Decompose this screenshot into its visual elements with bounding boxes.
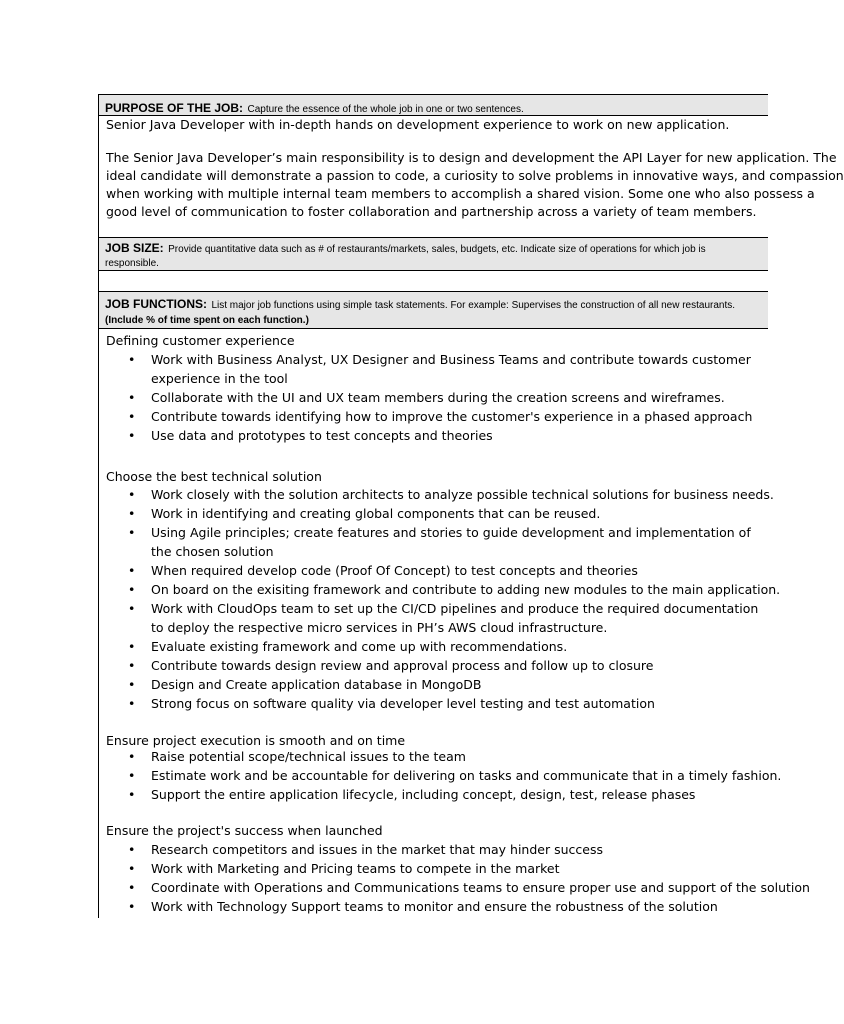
list-item: • Strong focus on software quality via developer level testing and test automation: [128, 694, 780, 713]
job-functions-hint-bold: (Include % of time spent on each function.): [105, 315, 309, 326]
list-item: • Work in identifying and creating global components that can be reused.: [128, 504, 780, 523]
purpose-summary: Senior Java Developer with in-depth hands on development experience to work on new application.: [106, 117, 730, 132]
purpose-paragraph-line: The Senior Java Developer’s main responsibility is to design and development the API Layer for new application. The: [106, 150, 837, 165]
bullet-list: [128, 350, 768, 445]
list-item: • Raise potential scope/technical issues to the team: [128, 747, 781, 766]
purpose-header-band: [99, 95, 768, 115]
job-size-header-band: [99, 238, 768, 270]
section-heading: Choose the best technical solution: [106, 469, 322, 484]
bullet-list: [128, 485, 780, 713]
list-item: • When required develop code (Proof Of Concept) to test concepts and theories: [128, 561, 780, 580]
list-item: • Estimate work and be accountable for delivering on tasks and communicate that in a timely fashion.: [128, 766, 781, 785]
job-functions-label: JOB FUNCTIONS:: [105, 297, 207, 311]
job-size-label: JOB SIZE:: [105, 241, 164, 255]
list-item: • Work closely with the solution architects to analyze possible technical solutions for business needs.: [128, 485, 780, 504]
list-item: • Support the entire application lifecycle, including concept, design, test, release phases: [128, 785, 781, 804]
list-item: • Design and Create application database in MongoDB: [128, 675, 780, 694]
list-item: • Work with Marketing and Pricing teams to compete in the market: [128, 859, 810, 878]
list-item: • Work with Business Analyst, UX Designer and Business Teams and contribute towards customer experience in the tool: [128, 350, 768, 388]
list-item: • Coordinate with Operations and Communications teams to ensure proper use and support of the solution: [128, 878, 810, 897]
section-heading: Ensure project execution is smooth and on time: [106, 733, 406, 748]
section-heading: Ensure the project's success when launched: [106, 823, 383, 838]
list-item: • Use data and prototypes to test concepts and theories: [128, 426, 768, 445]
job-size-blank-row: [99, 271, 768, 291]
job-functions-bottom-divider: [98, 328, 768, 329]
purpose-label: PURPOSE OF THE JOB:: [105, 101, 244, 115]
list-item: • Collaborate with the UI and UX team members during the creation screens and wireframes.: [128, 388, 768, 407]
section-heading: Defining customer experience: [106, 333, 295, 348]
list-item: • Contribute towards design review and approval process and follow up to closure: [128, 656, 780, 675]
table-left-border: [98, 94, 99, 918]
purpose-hint: Capture the essence of the whole job in one or two sentences.: [247, 104, 524, 115]
job-functions-hint: List major job functions using simple task statements. For example: Supervises the construction of all new restaurants.: [211, 300, 736, 311]
list-item: • Work with CloudOps team to set up the CI/CD pipelines and produce the required documentation to deploy the respective micro services in PH’s AWS cloud infrastructure.: [128, 599, 768, 637]
job-functions-header-band: [99, 292, 768, 328]
list-item: • Work with Technology Support teams to monitor and ensure the robustness of the solution: [128, 897, 810, 916]
bullet-list: [128, 747, 781, 804]
purpose-paragraph-line: ideal candidate will demonstrate a passion to code, a curiosity to solve problems in innovative ways, and compassion: [106, 168, 844, 183]
list-item: • Evaluate existing framework and come up with recommendations.: [128, 637, 780, 656]
list-item: • On board on the exisiting framework and contribute to adding new modules to the main application.: [128, 580, 780, 599]
list-item: • Research competitors and issues in the market that may hinder success: [128, 840, 810, 859]
purpose-paragraph-line: when working with multiple internal team members to accomplish a shared vision. Some one who also possess a: [106, 186, 815, 201]
job-size-hint: Provide quantitative data such as # of restaurants/markets, sales, budgets, etc. Indicate size of operations for which job is responsible.: [105, 244, 706, 269]
bullet-list: [128, 840, 810, 916]
list-item: • Contribute towards identifying how to improve the customer's experience in a phased approach: [128, 407, 768, 426]
list-item: • Using Agile principles; create features and stories to guide development and implementation of the chosen solution: [128, 523, 768, 561]
purpose-paragraph-line: good level of communication to foster collaboration and partnership across a variety of team members.: [106, 204, 757, 219]
